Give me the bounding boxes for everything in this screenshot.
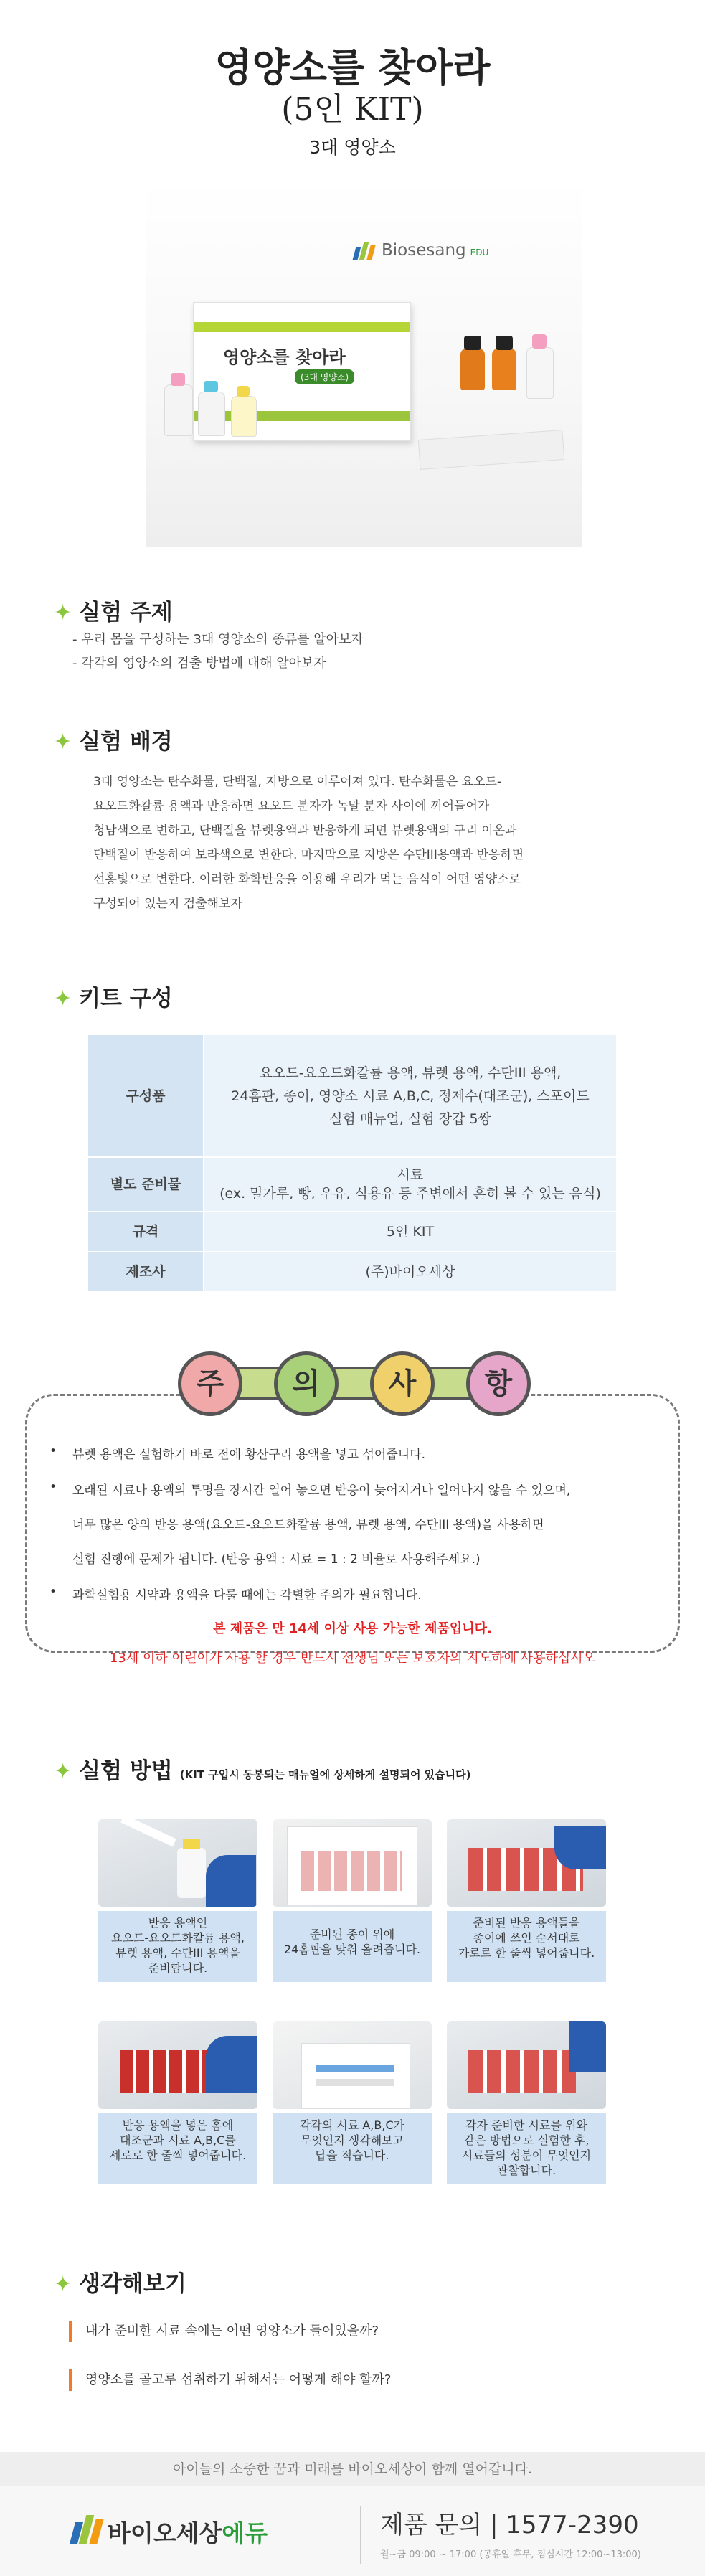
background-paragraph: 3대 영양소는 탄수화물, 단백질, 지방으로 이루어져 있다. 탄수화물은 요오드- 요오드화칼륨 용액과 반응하면 요오드 분자가 녹말 분자 사이에 끼어들어가 청남색으로 변하고, 단백질을 뷰렛용액과 반응하게 되면 뷰렛용액의 구리 이온과 단백질이 반응하여 보라색으로 변한다. 마지막으로 지방은 수단III용액과 반응하면 선홍빛으로 변한다. 이러한 화학반응을 이용해 우리가 먹는 음식이 어떤 영양소로 구성되어 있는지 검출해보자 [93,775,524,911]
kit-row-label: 규격 [87,1212,204,1252]
kit-row-value: 시료 (ex. 밀가루, 빵, 우유, 식용유 등 주변에서 흔히 볼 수 있는 음식) [204,1157,617,1212]
step-photo [447,1819,606,1907]
step-photo [273,2021,432,2109]
table-row [87,1212,617,1252]
footer-main [0,2486,705,2576]
kit-size-label: (5인 KIT) [281,91,424,128]
caution-badge: 항 [466,1351,531,1416]
background-heading: ✦ 실험 배경 [54,729,173,755]
think-heading: ✦ 생각해보기 [54,2271,186,2297]
page-title: 영양소를 찾아라 [214,44,491,90]
age-warning: 본 제품은 만 14세 이상 사용 가능한 제품입니다. [213,1621,492,1636]
star-icon: ✦ [54,600,72,626]
method-heading: ✦ 실험 방법 (KIT 구입시 동봉되는 매뉴얼에 상세하게 설명되어 있습니다) [54,1758,471,1784]
supervision-warning: 13세 이하 어린이가 사용 할 경우 반드시 선생님 또는 보호자의 지도하에 사용하십시오 [109,1651,596,1666]
topic-heading: ✦ 실험 주제 [54,600,173,626]
bottle-icon [526,347,554,399]
topic-item: - 우리 몸을 구성하는 3대 영양소의 종류를 알아보자 [72,632,364,647]
brand-logo: Biosesang EDU [382,241,489,260]
step-photo [98,1819,257,1907]
kit-row-value: 5인 KIT [204,1212,617,1252]
caution-badge: 의 [274,1351,339,1416]
step-photo [447,2021,606,2109]
kit-row-label: 구성품 [87,1034,204,1157]
method-note: (KIT 구입시 동봉되는 매뉴얼에 상세하게 설명되어 있습니다) [179,1768,471,1781]
think-question: 영양소를 골고루 섭취하기 위해서는 어떻게 해야 할까? [69,2369,391,2391]
star-icon: ✦ [54,986,72,1011]
kit-row-value: (주)바이오세상 [204,1252,617,1292]
star-icon: ✦ [54,2272,72,2297]
kit-box-subtitle: (3대 영양소) [295,369,354,384]
amber-bottle-icon [460,349,485,390]
caution-item-cont: 너무 많은 양의 반응 용액(요오드-요오드화칼륨 용액, 뷰렛 용액, 수단III 용액)을 사용하면 [72,1518,544,1532]
star-icon: ✦ [54,730,72,755]
kit-row-label: 별도 준비물 [87,1157,204,1212]
caution-item: • 과학실험용 시약과 용액을 다룰 때에는 각별한 주의가 필요합니다. [49,1585,422,1603]
step-caption: 준비된 반응 용액들을 종이에 쓰인 순서대로 가로로 한 줄씩 넣어줍니다. [447,1911,606,1982]
caution-badge: 주 [178,1351,242,1416]
footer-slogan: 아이들의 소중한 꿈과 미래를 바이오세상이 함께 열어갑니다. [0,2452,705,2486]
inquiry-phone: 제품 문의 | 1577-2390 [380,2511,639,2539]
kit-table [87,1034,618,1293]
step-caption: 각각의 시료 A,B,C가 무엇인지 생각해보고 답을 적습니다. [273,2113,432,2184]
business-hours: 월~금 09:00 ~ 17:00 (공휴일 휴무, 점심시간 12:00~13:00) [380,2549,641,2560]
caution-item: • 뷰렛 용액은 실험하기 바로 전에 황산구리 용액을 넣고 섞어줍니다. [49,1444,426,1462]
amber-bottle-icon [492,349,516,390]
kit-row-value: 요오드-요오드화칼륨 용액, 뷰렛 용액, 수단III 용액, 24홈판, 종이, 영양소 시료 A,B,C, 정제수(대조군), 스포이드 실험 매뉴얼, 실험 장갑 5쌍 [204,1034,617,1157]
table-row [87,1034,617,1157]
brand-logo-icon [354,242,376,263]
footer-logo: 바이오세상에듀 [108,2519,268,2547]
think-question: 내가 준비한 시료 속에는 어떤 영양소가 들어있을까? [69,2321,379,2342]
caution-banner [202,1367,501,1400]
step-photo [273,1819,432,1907]
bottle-icon [164,384,193,436]
star-icon: ✦ [54,1759,72,1784]
kit-box-title: 영양소를 찾아라 [223,347,346,367]
page-subtitle: 3대 영양소 [309,137,396,158]
table-row [87,1252,617,1292]
caution-badge: 사 [370,1351,435,1416]
kit-heading: ✦ 키트 구성 [54,986,173,1011]
bottle-icon [231,396,257,437]
table-row [87,1157,617,1212]
topic-item: - 각각의 영양소의 검출 방법에 대해 알아보자 [72,656,326,671]
step-caption: 준비된 종이 위에 24홈판을 맞춰 올려줍니다. [273,1911,432,1982]
dropper-pack [418,430,564,470]
step-caption: 각자 준비한 시료를 위와 같은 방법으로 실험한 후, 시료들의 성분이 무엇인지 관찰합니다. [447,2113,606,2184]
step-caption: 반응 용액인 요오드-요오드화칼륨 용액, 뷰렛 용액, 수단III 용액을 준비합니다. [98,1911,257,1982]
kit-row-label: 제조사 [87,1252,204,1292]
bottle-icon [198,392,225,436]
footer [0,2452,705,2576]
brand-logo-icon [72,2515,103,2547]
product-photo [146,176,582,547]
kit-box [193,302,411,441]
step-photo [98,2021,257,2109]
step-caption: 반응 용액을 넣은 홈에 대조군과 시료 A,B,C를 세로로 한 줄씩 넣어줍니다. [98,2113,257,2184]
caution-item: • 오래된 시료나 용액의 투명을 장시간 열어 놓으면 반응이 늦어지거나 일어나지 않을 수 있으며, [49,1480,571,1498]
caution-item-cont: 실험 진행에 문제가 됩니다. (반응 용액 : 시료 = 1 : 2 비율로 사용해주세요.) [72,1552,481,1567]
